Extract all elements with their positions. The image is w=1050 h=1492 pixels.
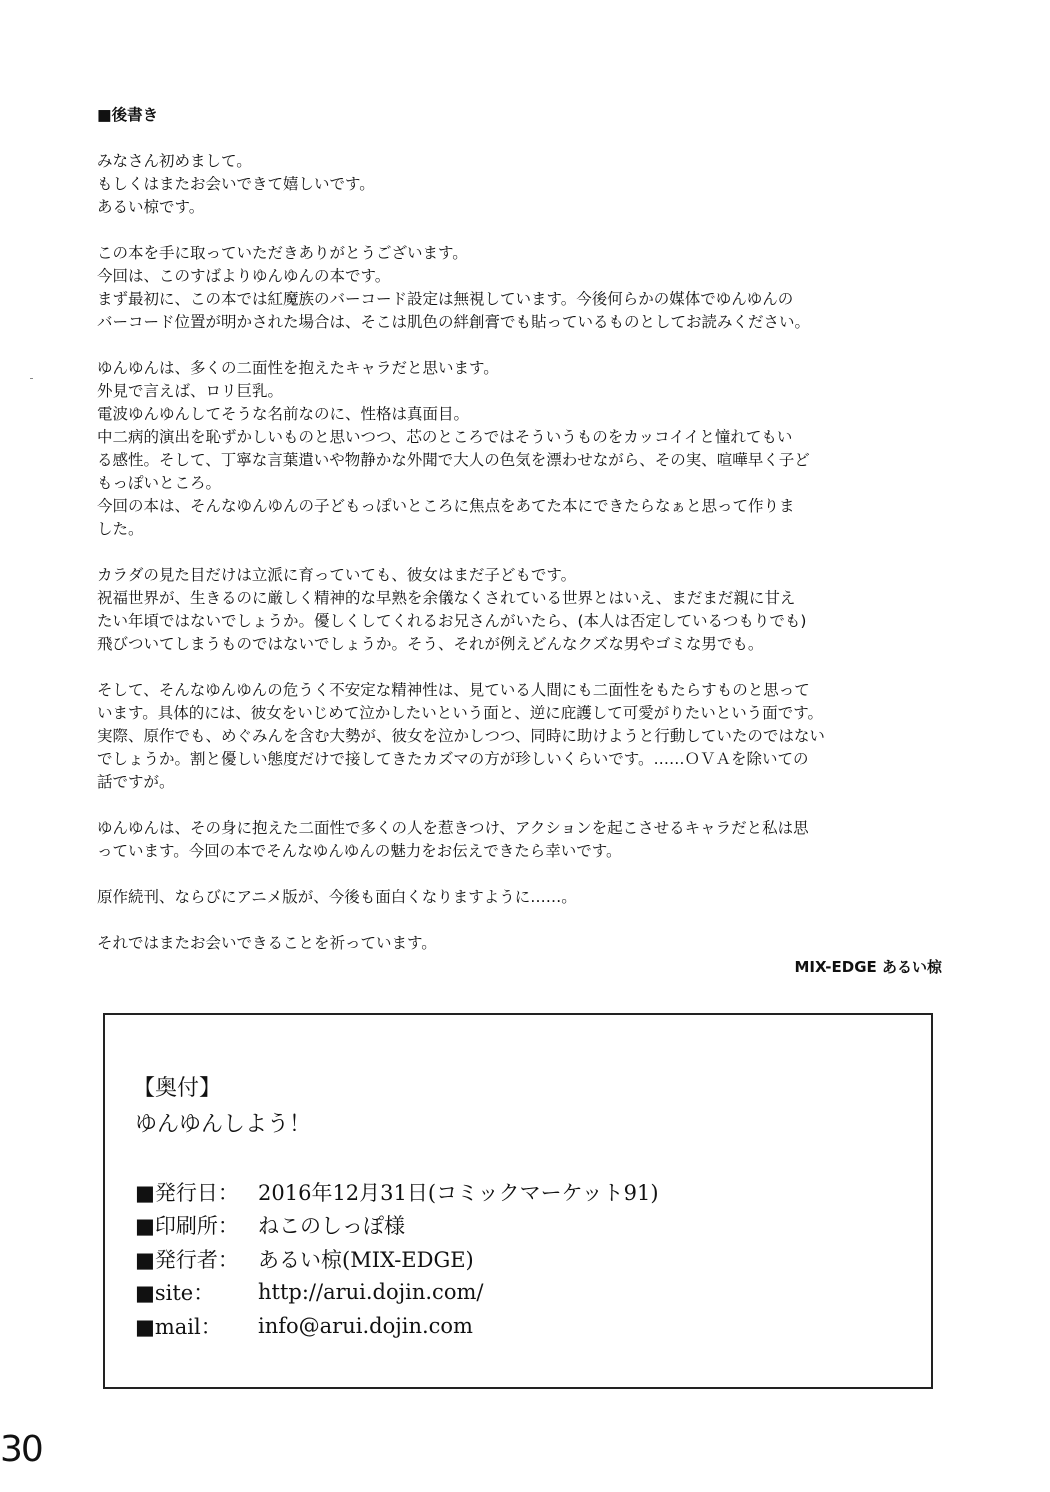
afterword-paragraph xyxy=(97,242,947,334)
row-label: ■mail： xyxy=(135,1314,222,1339)
text-line: カラダの見た目だけは立派に育っていても、彼女はまだ子どもです。 xyxy=(97,566,577,584)
text-line: まず最初に、この本では紅魔族のバーコード設定は無視しています。今後何らかの媒体でゆんゆんの xyxy=(97,290,794,308)
afterword-paragraph xyxy=(97,817,947,863)
text-line: 話ですが。 xyxy=(97,773,175,791)
page-number: 30 xyxy=(0,1429,42,1470)
site-link[interactable]: http://arui.dojin.com/ xyxy=(258,1280,484,1305)
text-line: 祝福世界が、生きるのに厳しく精神的な早熟を余儀なくされている世界とはいえ、まだまだ親に甘え xyxy=(97,589,796,607)
afterword-paragraph xyxy=(97,679,947,794)
text-line: でしょうか。割と優しい態度だけで接してきたカズマの方が珍しいくらいです。……ＯＶＡを除いての xyxy=(97,750,809,768)
text-line: した。 xyxy=(97,520,144,538)
afterword-heading: ■後書き xyxy=(97,106,159,124)
colophon-heading: 【奥付】 xyxy=(133,1076,222,1101)
afterword-paragraph xyxy=(97,932,947,955)
text-line: ゆんゆんは、その身に抱えた二面性で多くの人を惹きつけ、アクションを起こさせるキャラだと私は思 xyxy=(97,819,809,837)
text-line: 実際、原作でも、めぐみんを含む大勢が、彼女を泣かしつつ、同時に助けようと行動していたのではない xyxy=(97,727,825,745)
text-line: そして、そんなゆんゆんの危うく不安定な精神性は、見ている人間にも二面性をもたらすものと思って xyxy=(97,681,810,699)
afterword-paragraph xyxy=(97,150,947,219)
text-line: っています。今回の本でそんなゆんゆんの魅力をお伝えできたら幸いです。 xyxy=(97,842,622,860)
text-line: 中二病的演出を恥ずかしいものと思いつつ、芯のところではそういうものをカッコイイと憧れてもい xyxy=(97,428,793,446)
text-line: たい年頃ではないでしょうか。優しくしてくれるお兄さんがいたら、(本人は否定しているつもりでも) xyxy=(97,612,807,630)
text-line: 電波ゆんゆんしてそうな名前なのに、性格は真面目。 xyxy=(97,405,470,423)
author-signature: MIX-EDGE あるい椋 xyxy=(794,958,942,976)
mail-link[interactable]: info@arui.dojin.com xyxy=(258,1313,473,1338)
colophon-row-publisher xyxy=(135,1242,659,1276)
afterword-section xyxy=(97,104,947,978)
row-value: 2016年12月31日(コミックマーケット91) xyxy=(258,1180,659,1205)
colophon-rows xyxy=(135,1175,659,1343)
margin-mark xyxy=(30,378,33,379)
row-label: ■発行者： xyxy=(135,1247,239,1272)
text-line: ゆんゆんは、多くの二面性を抱えたキャラだと思います。 xyxy=(97,359,499,377)
text-line: います。具体的には、彼女をいじめて泣かしたいという面と、逆に庇護して可愛がりたいという面です。 xyxy=(97,704,824,722)
text-line: 外見で言えば、ロリ巨乳。 xyxy=(97,382,284,400)
row-label: ■印刷所： xyxy=(135,1214,239,1239)
colophon-row-publish-date xyxy=(135,1175,659,1209)
text-line: る感性。そして、丁寧な言葉遣いや物静かな外聞で大人の色気を漂わせながら、その実、喧嘩早く子ど xyxy=(97,451,810,469)
colophon-row-site xyxy=(135,1276,659,1310)
row-label: ■発行日： xyxy=(135,1180,239,1205)
afterword-paragraph xyxy=(97,886,947,909)
text-line: もしくはまたお会いできて嬉しいです。 xyxy=(97,175,375,193)
afterword-body xyxy=(97,150,947,955)
book-title: ゆんゆんしよう！ xyxy=(135,1112,312,1137)
text-line: もっぽいところ。 xyxy=(97,474,222,492)
colophon-box xyxy=(103,1013,933,1389)
text-line: この本を手に取っていただきありがとうございます。 xyxy=(97,244,468,262)
text-line: みなさん初めまして。 xyxy=(97,152,252,170)
text-line: 飛びついてしまうものではないでしょうか。そう、それが例えどんなクズな男やゴミな男でも。 xyxy=(97,635,764,653)
colophon-row-printer xyxy=(135,1209,659,1243)
text-line: 原作続刊、ならびにアニメ版が、今後も面白くなりますように……。 xyxy=(97,888,577,906)
afterword-paragraph xyxy=(97,564,947,656)
colophon-row-mail xyxy=(135,1309,659,1343)
text-line: それではまたお会いできることを祈っています。 xyxy=(97,934,437,952)
text-line: あるい椋です。 xyxy=(97,198,205,216)
text-line: 今回は、このすばよりゆんゆんの本です。 xyxy=(97,267,391,285)
afterword-paragraph xyxy=(97,357,947,541)
row-label: ■site： xyxy=(135,1281,215,1306)
row-value: あるい椋(MIX-EDGE) xyxy=(258,1247,474,1272)
row-value: ねこのしっぽ様 xyxy=(258,1214,405,1239)
text-line: バーコード位置が明かされた場合は、そこは肌色の絆創膏でも貼っているものとしてお読みください。 xyxy=(97,313,811,331)
text-line: 今回の本は、そんなゆんゆんの子どもっぽいところに焦点をあてた本にできたらなぁと思って作りま xyxy=(97,497,795,515)
